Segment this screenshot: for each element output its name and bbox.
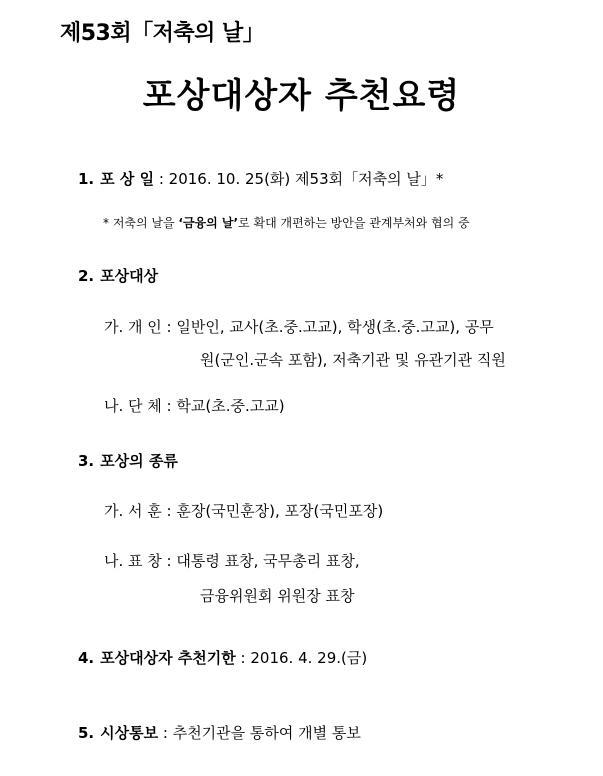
section-label: 포상의 종류 [100, 452, 178, 470]
footnote [103, 214, 470, 231]
subitem-individual [104, 316, 494, 337]
section-label: 포상대상 [100, 267, 159, 285]
section-nomination-deadline [78, 647, 367, 668]
subitem-organization [104, 395, 285, 416]
subitem-value: 학교(초.중.고교) [171, 397, 285, 415]
subitem-value: 일반인, 교사(초.중.고교), 학생(초.중.고교), 공무 [171, 318, 494, 336]
subitem-label: 가. 개 인 : [104, 318, 172, 336]
section-label: 포 상 일 [100, 170, 155, 188]
subitem-value: 훈장(국민훈장), 포장(국민포장) [171, 502, 384, 520]
subitem-value: 대통령 표창, 국무총리 표창, [171, 552, 360, 570]
section-number: 4. [78, 649, 95, 667]
section-value: 추천기관을 통하여 개별 통보 [172, 724, 361, 742]
section-number: 1. [78, 170, 95, 188]
section-separator: : [235, 649, 251, 667]
section-separator: : [158, 724, 173, 742]
document-header: 제53회「저축의 날」 [60, 21, 265, 46]
section-award-targets [78, 265, 158, 286]
subitem-label: 나. 표 창 : [104, 552, 172, 570]
section-separator: : [154, 170, 169, 188]
section-award-notification [78, 722, 361, 743]
footnote-emphasis: ‘금융의 날’ [178, 216, 239, 230]
section-award-date [78, 168, 443, 189]
subitem-commendation [104, 550, 360, 571]
section-number: 3. [78, 452, 95, 470]
section-label: 시상통보 [100, 724, 159, 742]
footnote-suffix: 로 확대 개편하는 방안을 관계부처와 협의 중 [238, 216, 470, 230]
document-title: 포상대상자 추천요령 [142, 76, 461, 116]
section-value: 2016. 10. 25(화) 제53회「저축의 날」* [168, 170, 444, 188]
subitem-label: 나. 단 체 : [104, 397, 172, 415]
section-label: 포상대상자 추천기한 [100, 649, 236, 667]
section-number: 5. [78, 724, 95, 742]
subitem-individual-continued: 원(군인.군속 포함), 저축기관 및 유관기관 직원 [200, 351, 506, 369]
section-award-types [78, 450, 178, 471]
section-number: 2. [78, 267, 95, 285]
subitem-label: 가. 서 훈 : [104, 502, 172, 520]
section-value: 2016. 4. 29.(금) [250, 649, 368, 667]
footnote-prefix: * 저축의 날을 [103, 216, 179, 230]
subitem-commendation-continued: 금융위원회 위원장 표창 [200, 587, 355, 605]
subitem-decoration [104, 500, 383, 521]
